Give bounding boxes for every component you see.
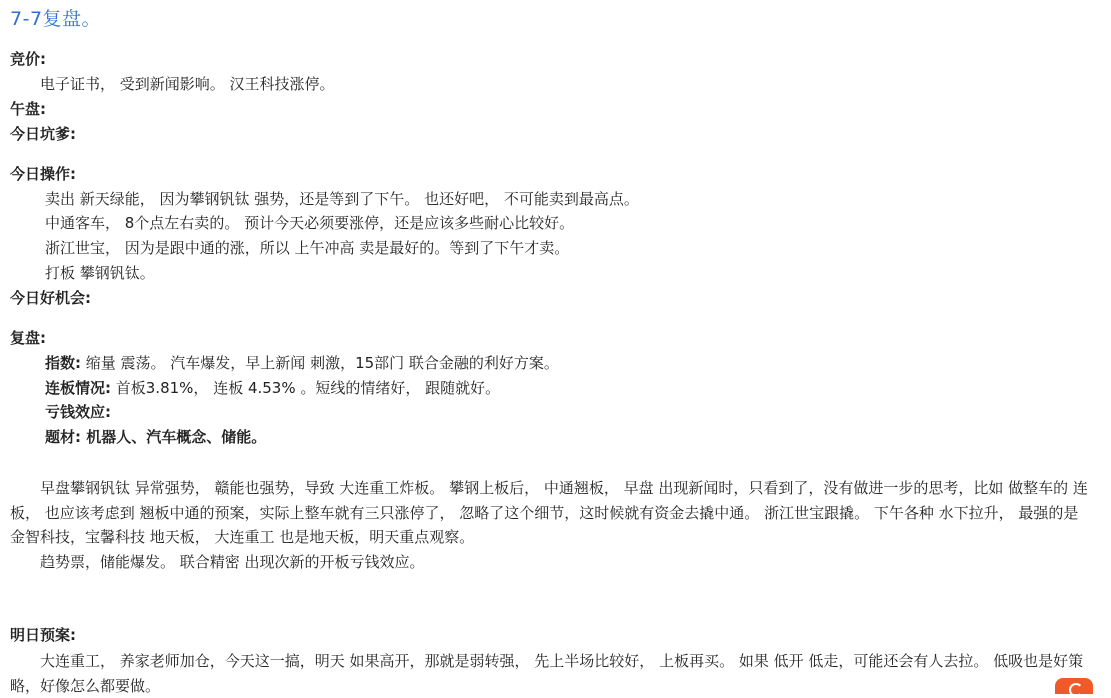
noon-label: 午盘: — [10, 100, 46, 118]
opportunity-label: 今日好机会: — [10, 289, 91, 307]
auction-text: 电子证书， 受到新闻影响。 汉王科技涨停。 — [40, 75, 335, 93]
operation-line: 浙江世宝， 因为是跟中通的涨，所以 上午冲高 卖是最好的。等到了下午才卖。 — [45, 239, 570, 257]
commentary-paragraph: 趋势票，储能爆发。 联合精密 出现次新的开板亏钱效应。 — [40, 553, 425, 571]
auction-label: 竞价: — [10, 50, 46, 68]
operation-line: 打板 攀钢钒钛。 — [45, 264, 155, 282]
review-consecutive-row — [45, 377, 500, 399]
operation-line: 卖出 新天绿能， 因为攀钢钒钛 强势，还是等到了下午。 也还好吧， 不可能卖到最高点。 — [45, 190, 639, 208]
review-index-row — [45, 352, 559, 374]
operation-line: 中通客车， 8个点左右卖的。 预计今天必须要涨停，还是应该多些耐心比较好。 — [45, 214, 575, 232]
sogou-logo-icon — [1055, 678, 1093, 694]
index-label: 指数: — [45, 354, 81, 372]
consecutive-label: 连板情况: — [45, 379, 111, 397]
loss-effect-label: 亏钱效应: — [45, 403, 111, 421]
theme-text: 机器人、汽车概念、储能。 — [81, 428, 267, 446]
consecutive-text: 首板3.81%， 连板 4.53% 。短线的情绪好， 跟随就好。 — [111, 379, 501, 397]
commentary-paragraph: 早盘攀钢钒钛 异常强势， 赣能也强势，导致 大连重工炸板。 攀钢上板后， 中通翘板， 早盘 出现新闻时，只看到了，没有做进一步的思考，比如 做整车的 连板， 也应该考虑到 翘板中通的预案，实际上整车就有三只涨停了， 忽略了这个细节，这时候就有资金去撬中通。 浙江世宝跟撬。 下午各种 水下拉升， 最强的是 金智科技，宝馨科技 地天板， 大连重工 也是地天板，明天重点观察。 — [10, 479, 1088, 546]
tomorrow-plan-text: 大连重工， 养家老师加仓，今天这一搞，明天 如果高开，那就是弱转强， 先上半场比较好， 上板再买。 如果 低开 低走，可能还会有人去拉。 低吸也是好策略，好像怎么都要做。 — [10, 652, 1084, 695]
theme-label: 题材: — [45, 428, 81, 446]
operations-label: 今日操作: — [10, 165, 76, 183]
page-title: 7-7复盘。 — [10, 8, 102, 30]
pitfall-label: 今日坑爹: — [10, 125, 76, 143]
index-text: 缩量 震荡。 汽车爆发，早上新闻 刺激，15部门 联合金融的利好方案。 — [81, 354, 559, 372]
review-theme-row — [45, 426, 266, 448]
review-label: 复盘: — [10, 329, 46, 347]
tomorrow-label: 明日预案: — [10, 626, 76, 644]
